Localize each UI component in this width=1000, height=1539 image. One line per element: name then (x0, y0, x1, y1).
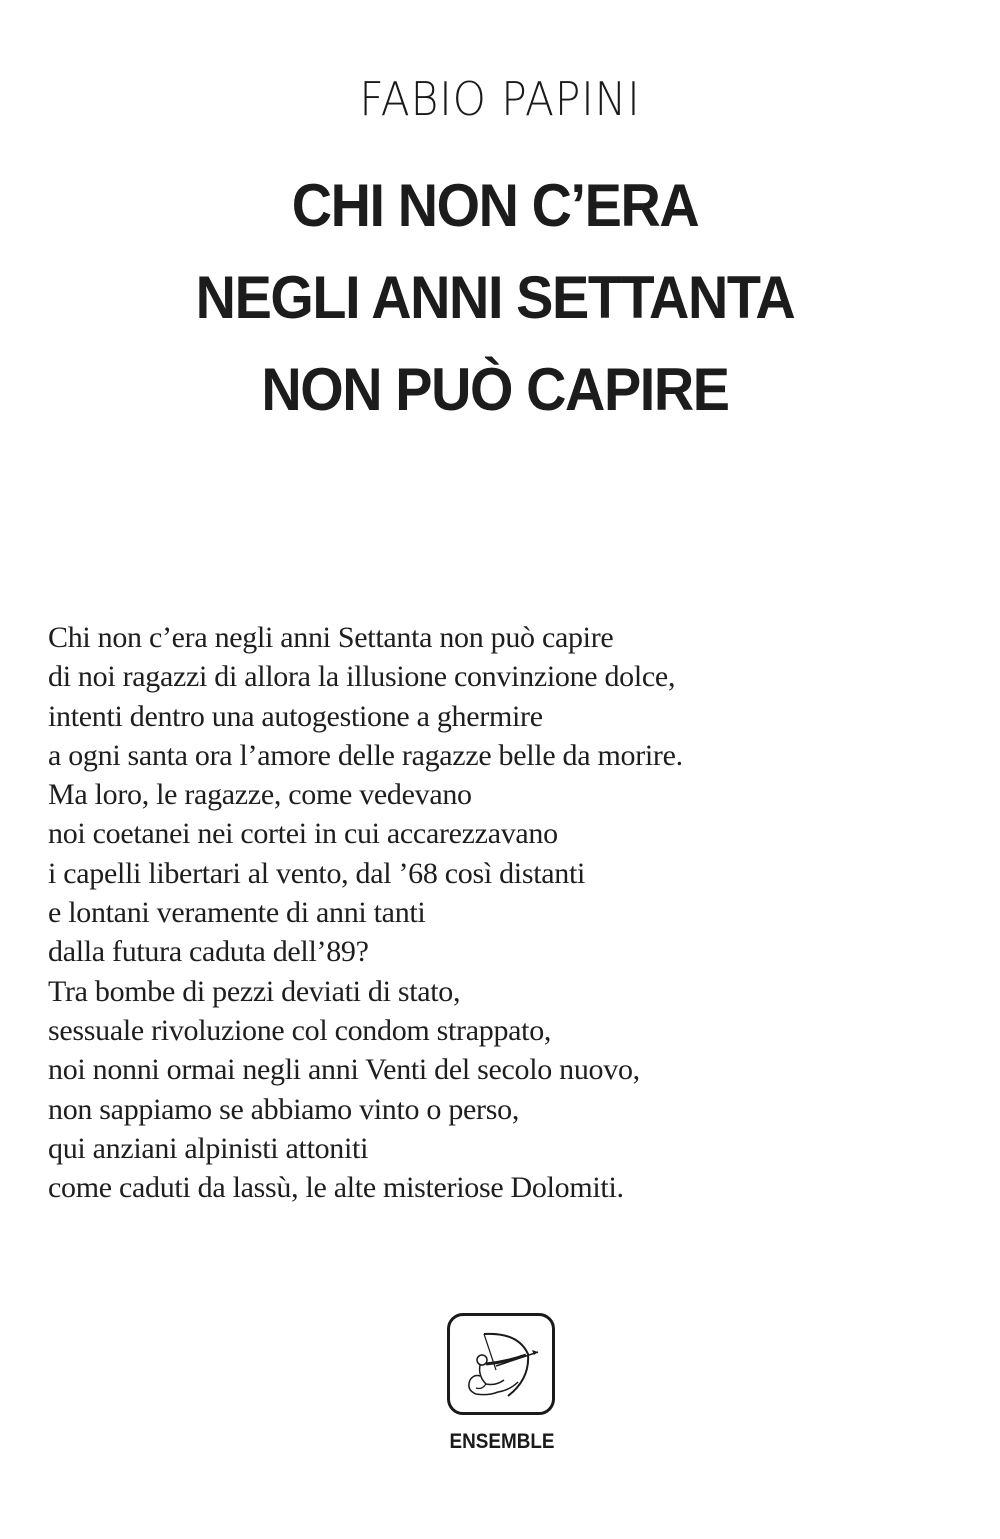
book-title (0, 160, 990, 436)
poem-line: a ogni santa ora l’amore delle ragazze belle da morire. (48, 738, 683, 772)
poem-line: sessuale rivoluzione col condom strappato, (48, 1013, 552, 1047)
poem-line: qui anziani alpinisti attoniti (48, 1131, 369, 1165)
poem-line: come caduti da lassù, le alte misteriose Dolomiti. (48, 1171, 624, 1205)
publisher-logo (447, 1313, 555, 1415)
title-line: NEGLI ANNI SETTANTA (195, 264, 795, 331)
poem (48, 618, 948, 1207)
poem-line: intenti dentro una autogestione a ghermire (48, 699, 543, 733)
poem-line: di noi ragazzi di allora la illusione convinzione dolce, (48, 660, 676, 694)
poem-line: noi coetanei nei cortei in cui accarezzavano (48, 817, 558, 851)
poem-line: Tra bombe di pezzi deviati di stato, (48, 974, 461, 1008)
poem-line: i capelli libertari al vento, dal ’68 così distanti (48, 856, 586, 890)
publisher-name: ENSEMBLE (449, 1430, 555, 1453)
poem-line: noi nonni ormai negli anni Venti del secolo nuovo, (48, 1053, 640, 1087)
title-line: NON PUÒ CAPIRE (261, 356, 729, 423)
poem-line: dalla futura caduta dell’89? (48, 935, 369, 969)
poem-line: Chi non c’era negli anni Settanta non può capire (48, 621, 614, 654)
poem-line: Ma loro, le ragazze, come vedevano (48, 778, 472, 812)
poem-line: e lontani veramente di anni tanti (48, 896, 426, 930)
title-line: CHI NON C’ERA (291, 172, 699, 239)
author-name: FABIO PAPINI (359, 72, 641, 126)
poem-line: non sappiamo se abbiamo vinto o perso, (48, 1092, 520, 1126)
archer-icon (456, 1324, 546, 1404)
